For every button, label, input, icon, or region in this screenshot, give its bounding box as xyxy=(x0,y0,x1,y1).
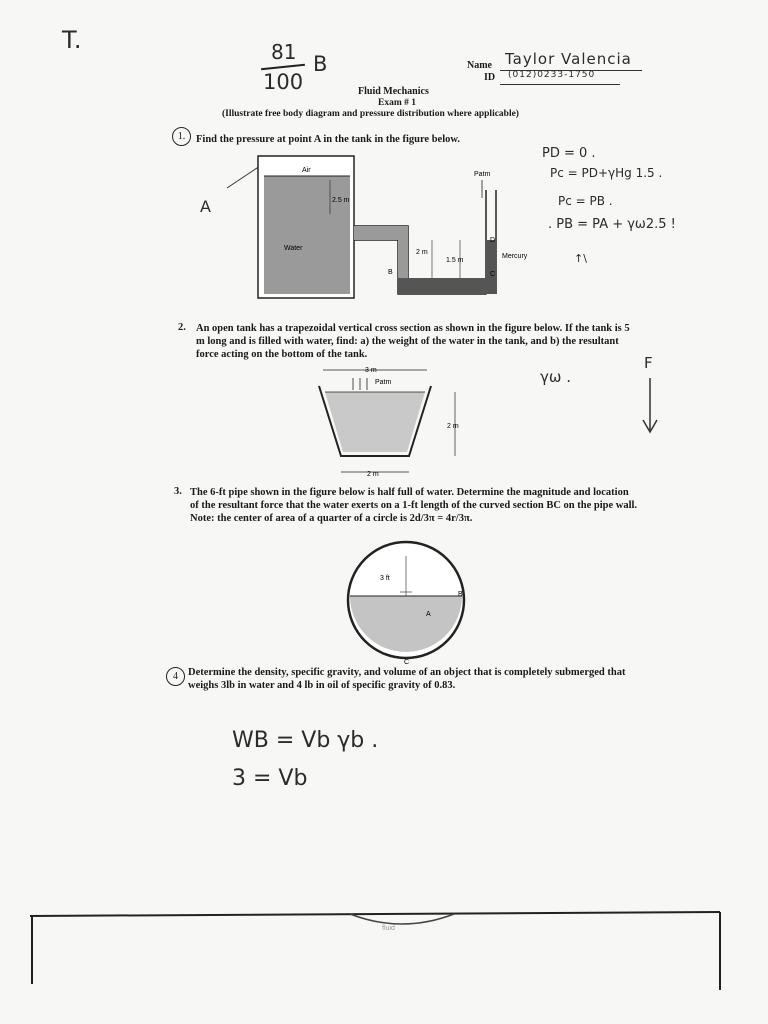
exam-title: Exam # 1 xyxy=(378,98,416,108)
q1-number: 1. xyxy=(172,126,191,146)
name-value: Taylor Valencia xyxy=(505,50,632,68)
q2-number: 2. xyxy=(178,322,186,333)
q2-label-patm: Patm xyxy=(375,379,392,386)
grade-total: 100 xyxy=(263,70,304,94)
q3-label-a: A xyxy=(426,611,431,618)
name-label: Name xyxy=(467,60,492,71)
q1-label-d: D xyxy=(490,237,496,244)
corner-mark: T. xyxy=(62,26,82,54)
q3-label-dim: 3 ft xyxy=(380,575,390,582)
q1-label-depth: 2.5 m xyxy=(332,197,350,204)
q4-text: Determine the density, specific gravity, and volume of an object that is completely submerged that weighs 3lb in water and 4 lb in oil of specific gravity of 0.83. xyxy=(188,667,626,691)
q4-work-2: 3 = Vb xyxy=(232,766,308,791)
q1-work-2: Pc = PD+γHg 1.5 . xyxy=(550,166,663,180)
q3-text: The 6-ft pipe shown in the figure below is half full of water. Determine the magnitude and location of the resultant force that the water exerts on a 1-ft length of the curved section BC on the pipe wall. Note: the center of area of a quarter of a circle is 2d/3π = 4r/3π. xyxy=(190,487,638,524)
q1-label-h15: 1.5 m xyxy=(446,257,464,264)
q2-work-1: γω . xyxy=(540,368,571,386)
id-line xyxy=(500,84,620,85)
bottom-figure xyxy=(0,900,768,1024)
q1-label-b: B xyxy=(388,269,393,276)
q3-number: 3. xyxy=(174,486,182,497)
q1-label-h2: 2 m xyxy=(416,249,428,256)
q2-trapezoid-figure xyxy=(305,364,475,484)
q1-work-4: . PB = PA + γω2.5 ! xyxy=(548,217,676,232)
q1-work-3: Pc = PB . xyxy=(558,194,613,208)
q2-label-bottom: 2 m xyxy=(367,471,379,478)
q1-label-air: Air xyxy=(302,167,311,174)
q2-force-arrow xyxy=(640,378,660,438)
q4-number: 4 xyxy=(166,666,185,686)
id-value: (012)0233-1750 xyxy=(508,70,596,80)
q1-label-water: Water xyxy=(284,245,303,252)
q1-label-mercury: Mercury xyxy=(502,253,528,260)
q1-margin-label: A xyxy=(200,197,211,216)
instructions: (Illustrate free body diagram and pressure distribution where applicable) xyxy=(222,109,519,119)
grade-letter: B xyxy=(313,52,328,76)
q2-label-height: 2 m xyxy=(447,423,459,430)
q1-tank-figure xyxy=(250,150,550,310)
id-label: ID xyxy=(484,72,496,83)
q2-work-2: F xyxy=(644,354,653,372)
q3-label-c: C xyxy=(404,659,410,666)
q3-pipe-figure xyxy=(342,536,472,666)
grade-score: 81 xyxy=(271,40,297,64)
q4-work-1: WB = Vb γb . xyxy=(232,728,379,753)
q3-label-b: B xyxy=(458,591,463,598)
grade-mark xyxy=(255,40,345,100)
bottom-figure-label: fluid xyxy=(382,925,395,932)
q1-label-patm: Patm xyxy=(474,171,491,178)
q1-label-c: C xyxy=(490,271,496,278)
q2-text: An open tank has a trapezoidal vertical cross section as shown in the figure below. If the tank is 5 m long and is filled with water, find: a) the weight of the water in the tank, and b) the resultant force acting on the bottom of the tank. xyxy=(196,323,630,360)
q1-work-1: PD = 0 . xyxy=(542,146,596,161)
course-title: Fluid Mechanics xyxy=(358,86,429,97)
q1-work-5: ↑\ xyxy=(574,252,587,265)
q1-text: Find the pressure at point A in the tank in the figure below. xyxy=(196,134,460,145)
q2-label-top: 3 m xyxy=(365,367,377,374)
